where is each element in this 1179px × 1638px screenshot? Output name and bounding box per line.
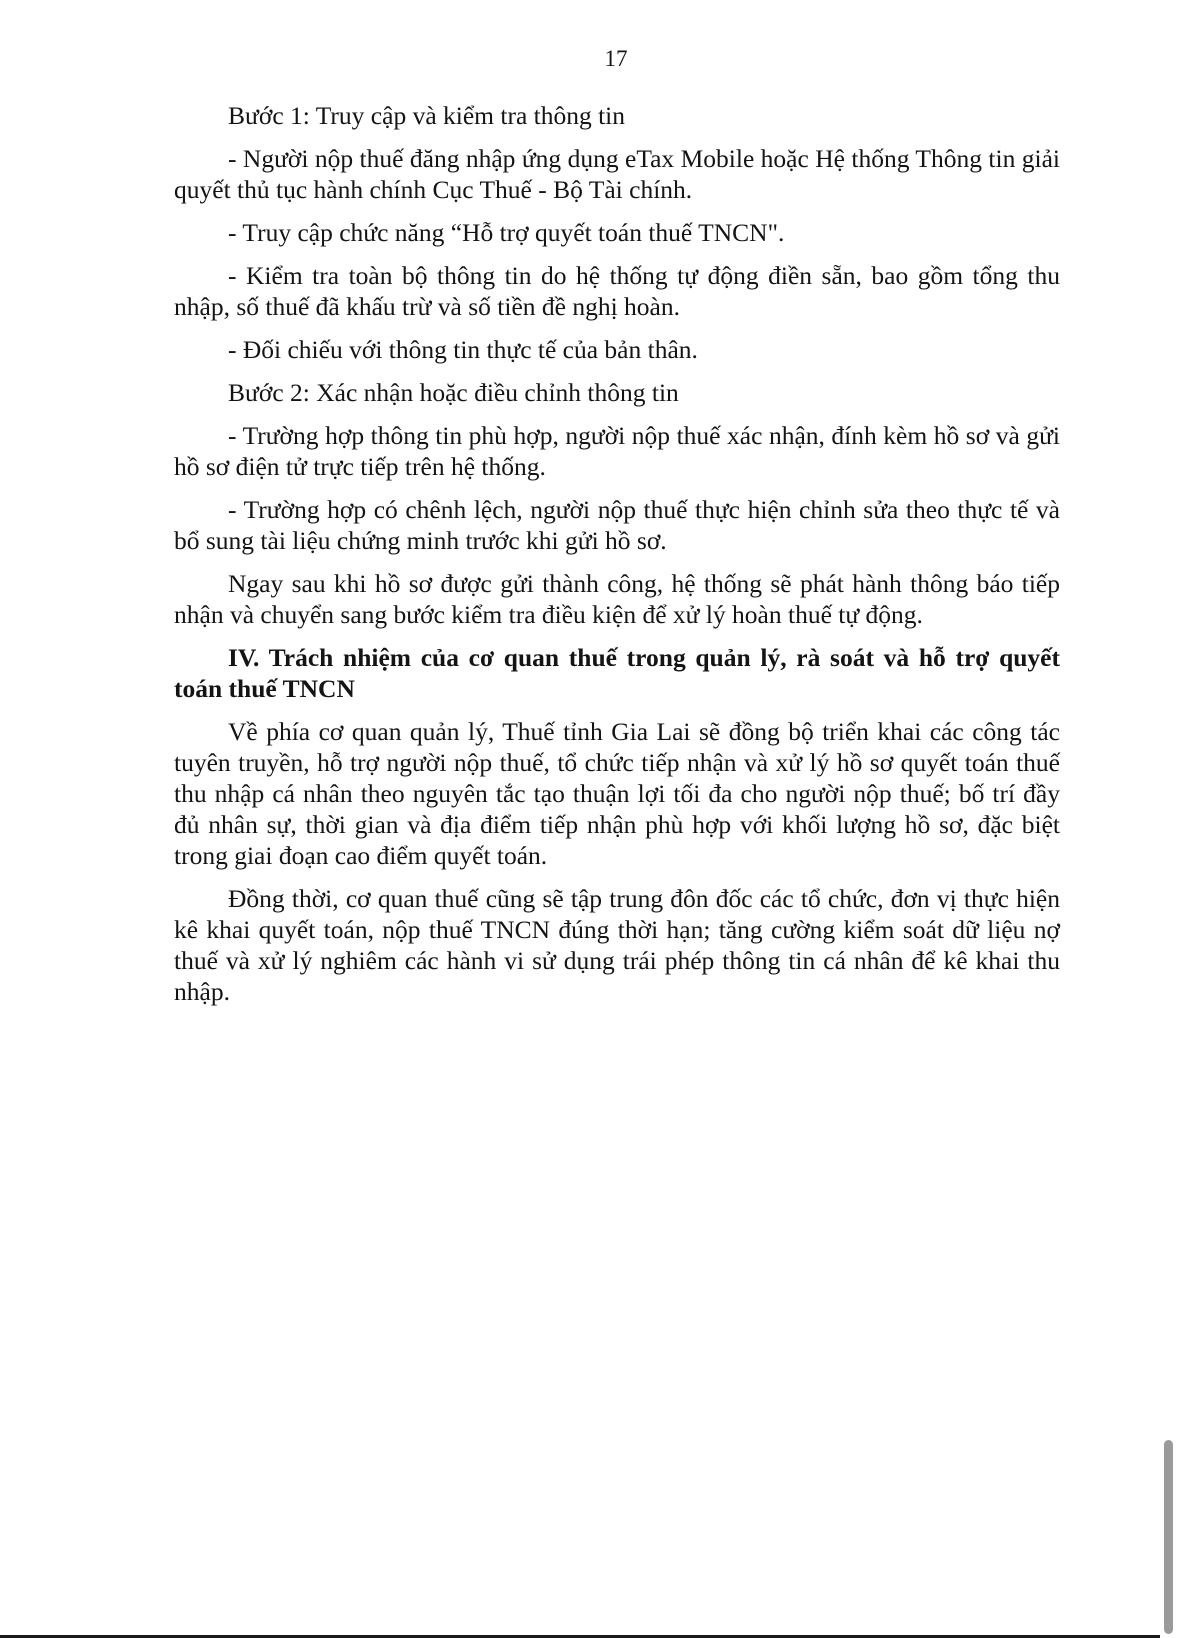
vertical-scrollbar[interactable]: [1160, 0, 1179, 1638]
paragraph-info-differ: - Trường hợp có chênh lệch, người nộp thuế thực hiện chỉnh sửa theo thực tế và bổ sung tài liệu chứng minh trước khi gửi hồ sơ.: [174, 495, 1060, 555]
paragraph-compare: - Đối chiếu với thông tin thực tế của bản thân.: [228, 335, 698, 364]
paragraph-enforcement: Đồng thời, cơ quan thuế cũng sẽ tập trung đôn đốc các tổ chức, đơn vị thực hiện kê khai quyết toán, nộp thuế TNCN đúng thời hạn; tăng cường kiểm soát dữ liệu nợ thuế và xử lý nghiêm các hành vi sử dụng trái phép thông tin cá nhân để kê khai thu nhập.: [174, 884, 1060, 1006]
page-number: 17: [604, 46, 628, 71]
paragraph-step-1: Bước 1: Truy cập và kiểm tra thông tin: [228, 101, 626, 130]
section-heading-iv: IV. Trách nhiệm của cơ quan thuế trong quản lý, rà soát và hỗ trợ quyết toán thuế TNCN: [174, 643, 1060, 703]
page-content: [174, 100, 1060, 1019]
paragraph-after-submit: Ngay sau khi hồ sơ được gửi thành công, hệ thống sẽ phát hành thông báo tiếp nhận và chuyển sang bước kiểm tra điều kiện để xử lý hoàn thuế tự động.: [174, 569, 1060, 629]
paragraph-management: Về phía cơ quan quản lý, Thuế tỉnh Gia Lai sẽ đồng bộ triển khai các công tác tuyên truyền, hỗ trợ người nộp thuế, tổ chức tiếp nhận và xử lý hồ sơ quyết toán thuế thu nhập cá nhân theo nguyên tắc tạo thuận lợi tối đa cho người nộp thuế; bố trí đầy đủ nhân sự, thời gian và địa điểm tiếp nhận phù hợp với khối lượng hồ sơ, đặc biệt trong giai đoạn cao điểm quyết toán.: [174, 717, 1060, 870]
paragraph-login: - Người nộp thuế đăng nhập ứng dụng eTax Mobile hoặc Hệ thống Thông tin giải quyết thủ tục hành chính Cục Thuế - Bộ Tài chính.: [174, 144, 1060, 204]
scrollbar-thumb[interactable]: [1164, 1440, 1173, 1634]
paragraph-check-info: - Kiểm tra toàn bộ thông tin do hệ thống tự động điền sẵn, bao gồm tổng thu nhập, số thuế đã khấu trừ và số tiền đề nghị hoàn.: [174, 261, 1060, 321]
paragraph-info-match: - Trường hợp thông tin phù hợp, người nộp thuế xác nhận, đính kèm hồ sơ và gửi hồ sơ điện tử trực tiếp trên hệ thống.: [174, 421, 1060, 481]
paragraph-step-2: Bước 2: Xác nhận hoặc điều chỉnh thông tin: [228, 378, 679, 407]
paragraph-access-function: - Truy cập chức năng “Hỗ trợ quyết toán thuế TNCN".: [228, 218, 785, 247]
